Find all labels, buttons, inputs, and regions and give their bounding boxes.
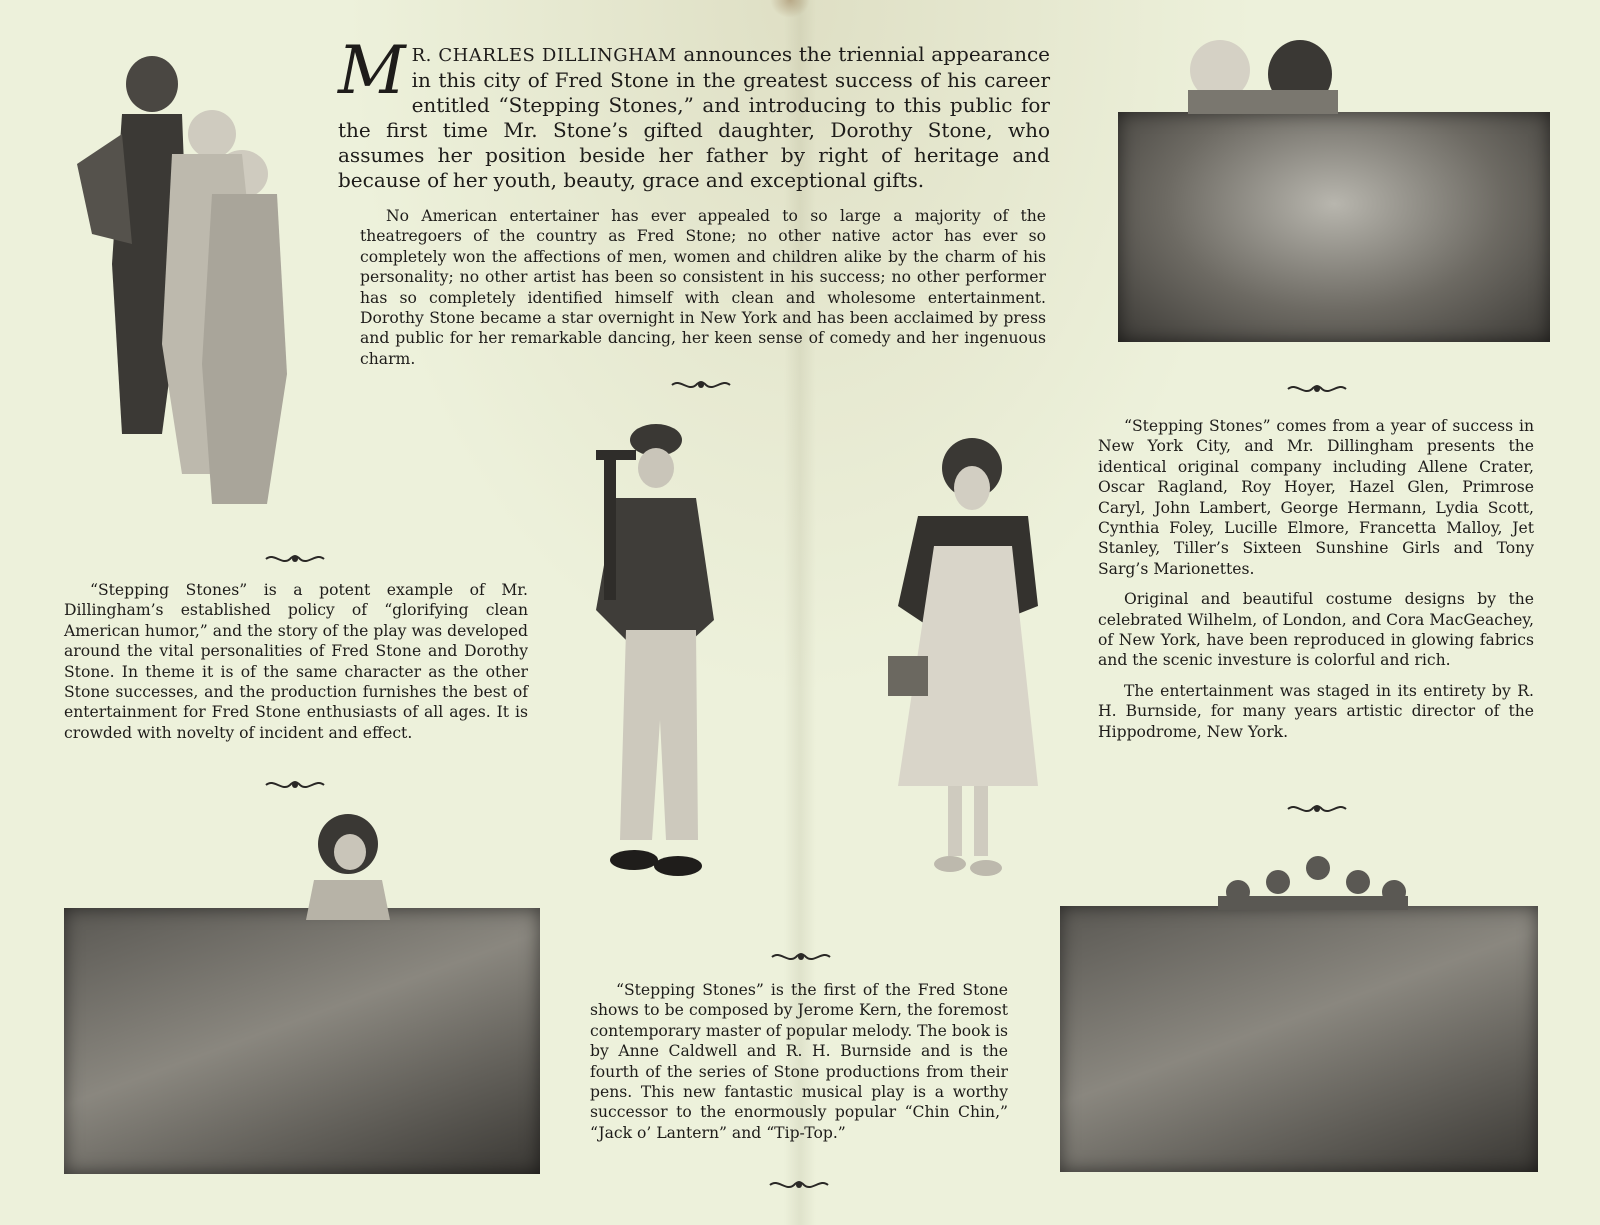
photo-wedding-chorus [1060, 906, 1538, 1172]
lead-text: announces the triennial appearance in this city of Fred Stone in the greatest success of his career entitled “Stepping Stones,” and introducing to this public for the first time Mr. Stone’s gifted daughter, Dorothy Stone, who assumes her position beside her father by right of heritage and because of her youth, beauty, grace and exceptional gifts. [338, 42, 1050, 192]
ornament-divider-3 [264, 778, 326, 792]
drop-cap: M [338, 32, 406, 109]
photo-reading-heads [1180, 30, 1340, 114]
company-paragraphs [1098, 416, 1534, 742]
costume-text: Original and beautiful costume designs by the celebrated Wilhelm, of London, and Cora MacGeachey, of New York, have been reproduced in glowing fabrics and the scenic investure is colorful and rich. [1098, 590, 1534, 670]
ornament-divider-7 [768, 1178, 830, 1192]
intro-text: No American entertainer has ever appealed to so large a majority of the theatregoers of the country as Fred Stone; no other native actor has ever so completely won the affections of men, women and children alike by the charm of his personality; no other artist has been so consistent in his success; no other performer has so completely identified himself with clean and wholesome entertainment. Dorothy Stone became a star overnight in New York and has been acclaimed by press and public for her remarkable dancing, her keen sense of comedy and her ingenuous charm. [360, 207, 1046, 368]
policy-text: “Stepping Stones” is a potent example of Mr. Dillingham’s established policy of “glorifying clean American humor,” and the story of the play was developed around the vital personalities of Fred Stone and Dorothy Stone. In theme it is of the same character as the other Stone successes, and the production furnishes the best of entertainment for Fred Stone enthusiasts of all ages. It is crowded with novelty of incident and effect. [64, 581, 528, 742]
ornament-divider-5 [1286, 802, 1348, 816]
composer-paragraph [590, 980, 1008, 1143]
lead-announcement [338, 32, 1050, 193]
photo-dorothy-stone-basket [888, 436, 1048, 884]
composer-text: “Stepping Stones” is the first of the Fred Stone shows to be composed by Jerome Kern, the foremost contemporary master of popular melody. The book is by Anne Caldwell and R. H. Burnside and is the fourth of the series of Stone productions from their pens. This new fantastic musical play is a worthy successor to the enormously popular “Chin Chin,” “Jack o’ Lantern” and “Tip-Top.” [590, 981, 1008, 1142]
photo-girl-in-cart [300, 810, 396, 920]
photo-fred-stone-caliper [586, 420, 750, 880]
staged-text: The entertainment was staged in its entirety by R. H. Burnside, for many years artistic director of the Hippodrome, New York. [1098, 681, 1534, 741]
ornament-divider-4 [1286, 382, 1348, 396]
photo-reading-raggedy-ann [1118, 112, 1550, 342]
ornament-divider-6 [770, 950, 832, 964]
fold-stain [770, 0, 810, 18]
photo-trio-costumed [62, 44, 292, 522]
lead-caps: R. CHARLES DILLINGHAM [411, 45, 677, 66]
policy-paragraph [64, 580, 528, 743]
intro-paragraph [360, 206, 1046, 369]
company-text: “Stepping Stones” comes from a year of success in New York City, and Mr. Dillingham presents the identical original company including Allene Crater, Oscar Ragland, Roy Hoyer, Hazel Glen, Primrose Caryl, John Lambert, George Hermann, Lydia Scott, Cynthia Foley, Lucille Elmore, Francetta Malloy, Jet Stanley, Tiller’s Sixteen Sunshine Girls and Tony Sarg’s Marionettes. [1098, 417, 1534, 578]
ornament-divider-1 [670, 378, 732, 392]
ornament-divider-2 [264, 552, 326, 566]
photo-chorus-top-row [1218, 852, 1408, 910]
photo-dog-cart [64, 908, 540, 1174]
